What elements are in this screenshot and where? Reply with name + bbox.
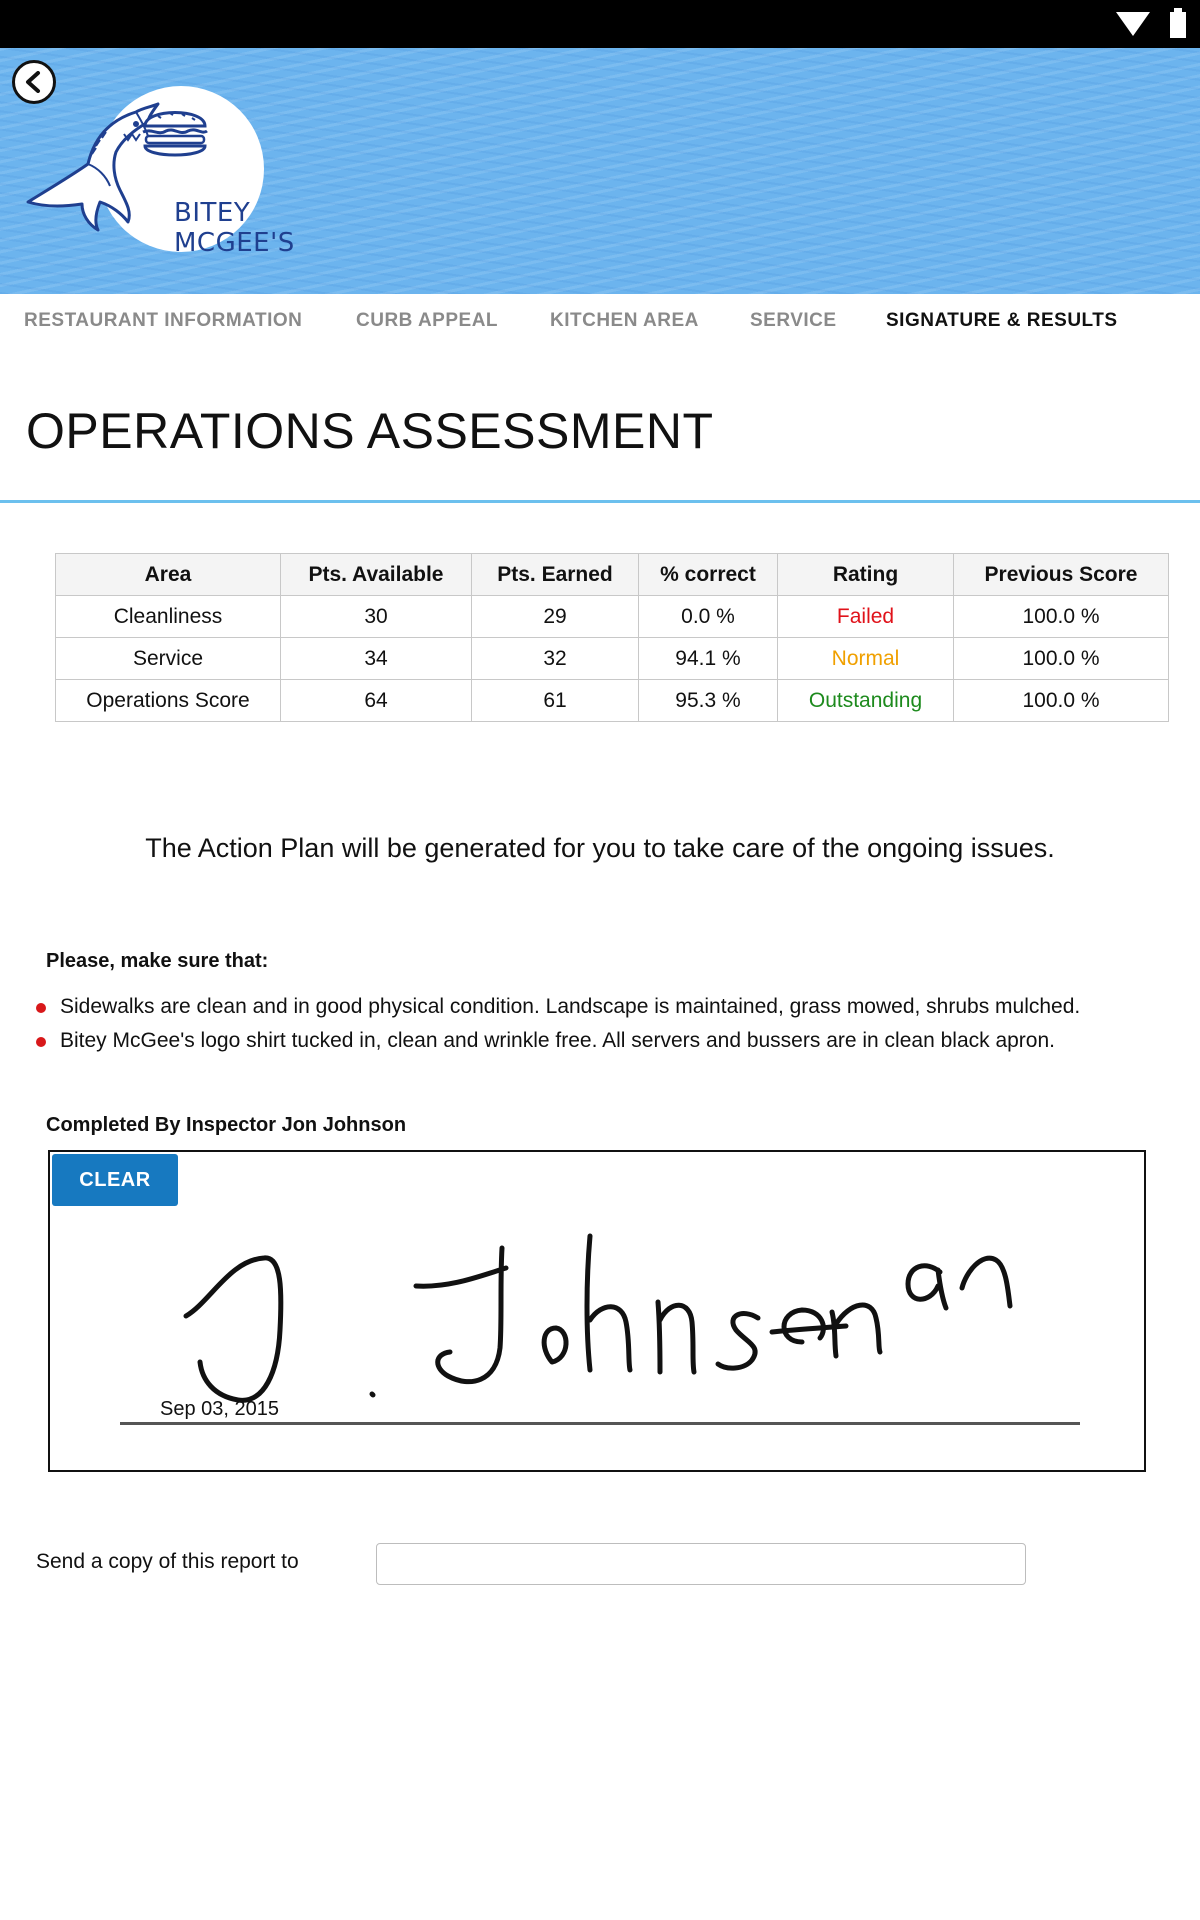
bullet-icon bbox=[36, 1003, 46, 1013]
logo-text-line2: MCGEE'S bbox=[174, 228, 295, 258]
column-header-previous-score: Previous Score bbox=[954, 554, 1169, 596]
bullet-icon bbox=[36, 1037, 46, 1047]
battery-icon bbox=[1170, 12, 1186, 38]
column-header-rating: Rating bbox=[778, 554, 954, 596]
handwritten-signature bbox=[50, 1152, 1148, 1474]
completed-by-label: Completed By Inspector Jon Johnson bbox=[46, 1114, 407, 1136]
burger-icon bbox=[140, 100, 210, 160]
restaurant-logo bbox=[24, 78, 304, 268]
cell-pts-available: 30 bbox=[281, 596, 472, 638]
tab-kitchen-area[interactable]: KITCHEN AREA bbox=[550, 310, 699, 331]
tab-curb-appeal[interactable]: CURB APPEAL bbox=[356, 310, 499, 331]
reminders-heading: Please, make sure that: bbox=[46, 950, 269, 972]
cell-area: Service bbox=[56, 638, 281, 680]
cell-previous-score: 100.0 % bbox=[954, 596, 1169, 638]
cell-pts-available: 34 bbox=[281, 638, 472, 680]
cell-previous-score: 100.0 % bbox=[954, 638, 1169, 680]
cell-rating: Outstanding bbox=[778, 680, 954, 722]
reminders-list bbox=[36, 990, 1080, 1058]
cell-area: Operations Score bbox=[56, 680, 281, 722]
cell-rating: Normal bbox=[778, 638, 954, 680]
tab-restaurant-information[interactable]: RESTAURANT INFORMATION bbox=[24, 310, 303, 331]
signature-date: Sep 03, 2015 bbox=[160, 1398, 279, 1420]
cell-percent-correct: 94.1 % bbox=[639, 638, 778, 680]
column-header-pts-available: Pts. Available bbox=[281, 554, 472, 596]
logo-text-line1: BITEY bbox=[174, 198, 251, 228]
table-header-row bbox=[56, 554, 1169, 596]
cell-pts-earned: 32 bbox=[472, 638, 639, 680]
title-divider bbox=[0, 500, 1200, 503]
table-row bbox=[56, 596, 1169, 638]
table-row bbox=[56, 680, 1169, 722]
column-header-area: Area bbox=[56, 554, 281, 596]
cell-percent-correct: 95.3 % bbox=[639, 680, 778, 722]
column-header-percent-correct: % correct bbox=[639, 554, 778, 596]
tab-service[interactable]: SERVICE bbox=[750, 310, 837, 331]
signature-pad[interactable] bbox=[48, 1150, 1146, 1472]
cell-previous-score: 100.0 % bbox=[954, 680, 1169, 722]
header-banner bbox=[0, 48, 1200, 294]
column-header-pts-earned: Pts. Earned bbox=[472, 554, 639, 596]
tab-bar bbox=[0, 294, 1200, 348]
cell-rating: Failed bbox=[778, 596, 954, 638]
reminder-text: Sidewalks are clean and in good physical condition. Landscape is maintained, grass mowed, shrubs mulched. bbox=[60, 995, 1081, 1018]
clear-signature-button[interactable]: CLEAR bbox=[52, 1154, 178, 1206]
reminder-text: Bitey McGee's logo shirt tucked in, clean and wrinkle free. All servers and bussers are in clean black apron. bbox=[60, 1029, 1055, 1052]
list-item bbox=[36, 1024, 1080, 1058]
cell-pts-earned: 61 bbox=[472, 680, 639, 722]
list-item bbox=[36, 990, 1080, 1024]
cell-pts-available: 64 bbox=[281, 680, 472, 722]
results-table bbox=[55, 553, 1169, 722]
signature-line bbox=[120, 1422, 1080, 1425]
send-copy-email-field[interactable] bbox=[376, 1543, 1026, 1585]
logo-text bbox=[174, 198, 295, 258]
status-bar bbox=[0, 0, 1200, 48]
cell-percent-correct: 0.0 % bbox=[639, 596, 778, 638]
page-title: OPERATIONS ASSESSMENT bbox=[26, 403, 714, 459]
cell-pts-earned: 29 bbox=[472, 596, 639, 638]
tab-signature-results[interactable]: SIGNATURE & RESULTS bbox=[886, 310, 1118, 331]
action-plan-notice: The Action Plan will be generated for you to take care of the ongoing issues. bbox=[145, 833, 1055, 863]
send-copy-label: Send a copy of this report to bbox=[36, 1550, 299, 1573]
cell-area: Cleanliness bbox=[56, 596, 281, 638]
wifi-icon bbox=[1116, 12, 1150, 36]
table-row bbox=[56, 638, 1169, 680]
